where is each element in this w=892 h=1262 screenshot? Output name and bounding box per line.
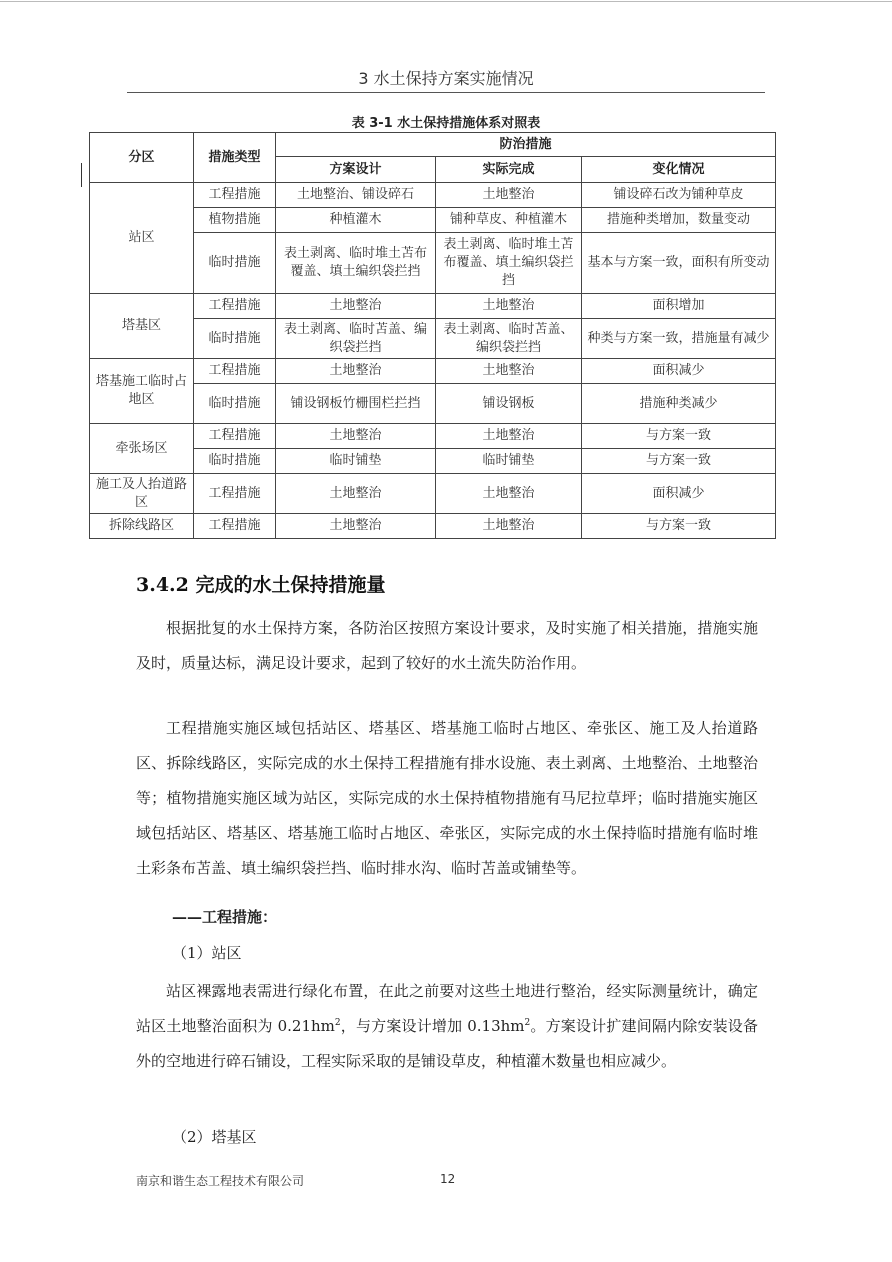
plan-cell: 表土剥离、临时堆土苫布覆盖、填土编织袋拦挡 [276, 233, 436, 294]
text-cursor [81, 163, 82, 187]
item-tower: （2）塔基区 [172, 1128, 257, 1146]
change-cell: 措施种类增加，数量变动 [582, 208, 776, 233]
p3-text-a: 站区裸露地表需进行绿化布置，在此之前要对这些土地进行整治，经实际测量统计，确定站区土地整治面积为 0.21hm [136, 982, 758, 1035]
plan-cell: 铺设钢板竹栅围栏拦挡 [276, 384, 436, 424]
actual-cell: 土地整治 [436, 424, 582, 449]
type-cell: 临时措施 [194, 233, 276, 294]
table-row [90, 514, 776, 539]
plan-cell: 表土剥离、临时苫盖、编织袋拦挡 [276, 319, 436, 359]
zone-cell: 塔基施工临时占地区 [90, 359, 194, 424]
change-cell: 面积减少 [582, 474, 776, 514]
actual-cell: 铺设钢板 [436, 384, 582, 424]
page-top-edge [0, 1, 892, 2]
paragraph-2: 工程措施实施区域包括站区、塔基区、塔基施工临时占地区、牵张区、施工及人抬道路区、拆除线路区，实际完成的水土保持工程措施有排水设施、表土剥离、土地整治、土地整治等；植物措施实施区域为站区，实际完成的水土保持植物措施有马尼拉草坪；临时措施实施区域包括站区、塔基区、塔基施工临时占地区、牵张区，实际完成的水土保持临时措施有临时堆土彩条布苫盖、填土编织袋拦挡、临时排水沟、临时苫盖或铺垫等。 [136, 719, 758, 877]
plan-cell: 土地整治、铺设碎石 [276, 183, 436, 208]
item-station: （1）站区 [172, 944, 242, 962]
footer-company: 南京和谐生态工程技术有限公司 [136, 1174, 305, 1188]
actual-cell: 表土剥离、临时苫盖、编织袋拦挡 [436, 319, 582, 359]
type-cell: 工程措施 [194, 474, 276, 514]
header-type: 措施类型 [194, 133, 276, 183]
table-caption: 表 3-1 水土保持措施体系对照表 [351, 116, 541, 131]
plan-cell: 土地整治 [276, 474, 436, 514]
change-cell: 铺设碎石改为铺种草皮 [582, 183, 776, 208]
type-cell: 临时措施 [194, 384, 276, 424]
change-cell: 与方案一致 [582, 424, 776, 449]
type-cell: 工程措施 [194, 294, 276, 319]
actual-cell: 铺种草皮、种植灌木 [436, 208, 582, 233]
zone-cell: 施工及人抬道路区 [90, 474, 194, 514]
zone-cell: 塔基区 [90, 294, 194, 359]
change-cell: 与方案一致 [582, 449, 776, 474]
page-number: 12 [440, 1172, 456, 1186]
table-row [90, 474, 776, 514]
p3-text-b: ，与方案设计增加 0.13hm [340, 1017, 525, 1035]
p3-sup-1: 2 [334, 1018, 341, 1028]
type-cell: 工程措施 [194, 514, 276, 539]
paragraph-3 [136, 974, 758, 1079]
type-cell: 工程措施 [194, 424, 276, 449]
plan-cell: 土地整治 [276, 359, 436, 384]
plan-cell: 土地整治 [276, 294, 436, 319]
plan-cell: 临时铺垫 [276, 449, 436, 474]
change-cell: 面积增加 [582, 294, 776, 319]
header-actual: 实际完成 [436, 157, 582, 183]
change-cell: 种类与方案一致，措施量有减少 [582, 319, 776, 359]
paragraph-1: 根据批复的水土保持方案，各防治区按照方案设计要求，及时实施了相关措施，措施实施及时，质量达标，满足设计要求，起到了较好的水土流失防治作用。 [136, 619, 758, 672]
header-rule [127, 92, 765, 93]
engineering-heading: ——工程措施： [172, 908, 278, 926]
type-cell: 工程措施 [194, 183, 276, 208]
actual-cell: 土地整治 [436, 183, 582, 208]
actual-cell: 土地整治 [436, 359, 582, 384]
plan-cell: 土地整治 [276, 424, 436, 449]
zone-cell: 拆除线路区 [90, 514, 194, 539]
header-plan: 方案设计 [276, 157, 436, 183]
type-cell: 工程措施 [194, 359, 276, 384]
plan-cell: 土地整治 [276, 514, 436, 539]
header-zone: 分区 [90, 133, 194, 183]
table-row [90, 294, 776, 319]
header-group: 防治措施 [276, 133, 776, 157]
change-cell: 与方案一致 [582, 514, 776, 539]
measures-comparison-table [89, 132, 776, 539]
zone-cell: 站区 [90, 183, 194, 294]
change-cell: 措施种类减少 [582, 384, 776, 424]
actual-cell: 土地整治 [436, 474, 582, 514]
actual-cell: 表土剥离、临时堆土苫布覆盖、填土编织袋拦挡 [436, 233, 582, 294]
actual-cell: 土地整治 [436, 294, 582, 319]
plan-cell: 种植灌木 [276, 208, 436, 233]
header-change: 变化情况 [582, 157, 776, 183]
p3-text-c: 。方案设计扩建间隔内除安装设备外的空地进行碎石铺设，工程实际采取的是铺设草皮，种植灌木数量也相应减少。 [136, 1017, 758, 1070]
page-header: 3 水土保持方案实施情况 [358, 69, 534, 88]
change-cell: 面积减少 [582, 359, 776, 384]
actual-cell: 临时铺垫 [436, 449, 582, 474]
change-cell: 基本与方案一致，面积有所变动 [582, 233, 776, 294]
table-row [90, 424, 776, 449]
type-cell: 临时措施 [194, 449, 276, 474]
table-row [90, 359, 776, 384]
type-cell: 临时措施 [194, 319, 276, 359]
table-row [90, 183, 776, 208]
zone-cell: 牵张场区 [90, 424, 194, 474]
p3-sup-2: 2 [524, 1018, 531, 1028]
actual-cell: 土地整治 [436, 514, 582, 539]
section-title: 3.4.2 完成的水土保持措施量 [136, 574, 386, 596]
type-cell: 植物措施 [194, 208, 276, 233]
